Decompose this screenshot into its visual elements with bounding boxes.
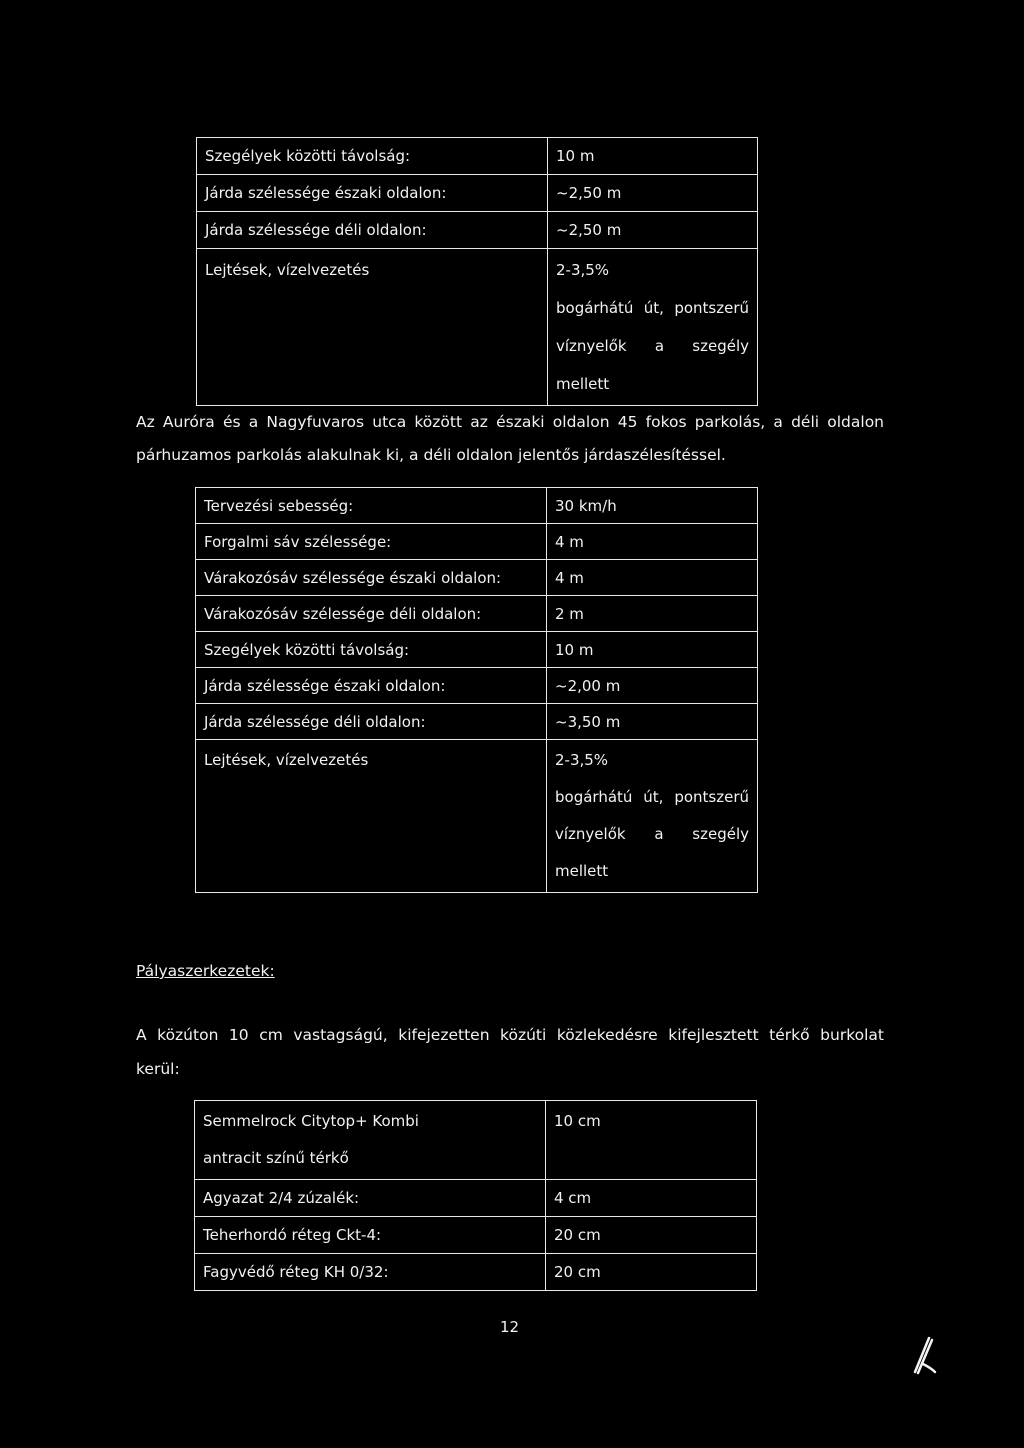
layer-thickness: 10 cm	[554, 1112, 601, 1130]
row-label: Szegélyek közötti távolság:	[197, 138, 548, 175]
table-row	[196, 632, 758, 668]
street-profile-table-2	[195, 487, 758, 893]
drainage-label: Lejtések, vízelvezetés	[205, 261, 370, 279]
table-row	[195, 1180, 757, 1217]
pavement-layers-table	[194, 1100, 757, 1291]
row-label: Teherhordó réteg Ckt-4:	[195, 1217, 546, 1254]
pavement-description-paragraph	[136, 1018, 884, 1086]
row-value: 4 m	[547, 560, 758, 596]
row-value: 10 m	[548, 138, 758, 175]
table-row-drainage	[196, 740, 758, 893]
row-value: 4 m	[547, 524, 758, 560]
slope-value: 2-3,5%	[556, 261, 610, 279]
table-row	[196, 668, 758, 704]
drainage-text: mellett	[556, 375, 610, 393]
signature-icon	[905, 1332, 945, 1380]
drainage-value	[547, 740, 758, 893]
section-heading: Pályaszerkezetek:	[136, 962, 275, 980]
table-row	[196, 560, 758, 596]
row-value	[546, 1101, 757, 1180]
table-row	[196, 488, 758, 524]
table-row	[196, 596, 758, 632]
paragraph-line: kerül:	[136, 1060, 180, 1078]
table-row	[197, 175, 758, 212]
table-row	[197, 138, 758, 175]
page-number: 12	[500, 1318, 520, 1336]
layer-name-line: Semmelrock Citytop+ Kombi	[203, 1112, 419, 1130]
row-label: Járda szélessége déli oldalon:	[197, 212, 548, 249]
row-label: Várakozósáv szélessége északi oldalon:	[196, 560, 547, 596]
row-value: 20 cm	[546, 1217, 757, 1254]
parking-description-paragraph	[136, 406, 884, 472]
drainage-text: mellett	[555, 862, 609, 880]
row-label: Agyazat 2/4 zúzalék:	[195, 1180, 546, 1217]
row-value: 2 m	[547, 596, 758, 632]
table-row	[195, 1101, 757, 1180]
table-row	[195, 1254, 757, 1291]
row-value: 10 m	[547, 632, 758, 668]
layer-name-line: antracit színű térkő	[203, 1149, 349, 1167]
drainage-text: víznyelők a szegély	[555, 825, 749, 843]
table-row	[196, 704, 758, 740]
table-row	[195, 1217, 757, 1254]
row-value: 4 cm	[546, 1180, 757, 1217]
drainage-text: bogárhátú út, pontszerű	[555, 788, 749, 806]
drainage-value	[548, 249, 758, 406]
paragraph-line: A közúton 10 cm vastagságú, kifejezetten közúti közlekedésre kifejlesztett térkő burkolat	[136, 1026, 884, 1044]
row-label: Várakozósáv szélessége déli oldalon:	[196, 596, 547, 632]
row-label: Tervezési sebesség:	[196, 488, 547, 524]
table-row	[197, 212, 758, 249]
row-label	[197, 249, 548, 406]
drainage-text: víznyelők a szegély	[556, 337, 749, 355]
table-row-drainage	[197, 249, 758, 406]
row-value: 30 km/h	[547, 488, 758, 524]
row-label: Szegélyek közötti távolság:	[196, 632, 547, 668]
table-row	[196, 524, 758, 560]
drainage-text: bogárhátú út, pontszerű	[556, 299, 749, 317]
row-value: 20 cm	[546, 1254, 757, 1291]
row-label	[195, 1101, 546, 1180]
row-value: ~2,50 m	[548, 175, 758, 212]
paragraph-line: Az Auróra és a Nagyfuvaros utca között az északi oldalon 45 fokos parkolás, a déli oldalon	[136, 413, 884, 431]
slope-value: 2-3,5%	[555, 751, 609, 769]
row-label: Fagyvédő réteg KH 0/32:	[195, 1254, 546, 1291]
paragraph-line: párhuzamos parkolás alakulnak ki, a déli oldalon jelentős járdaszélesítéssel.	[136, 446, 726, 464]
row-value: ~2,50 m	[548, 212, 758, 249]
row-value: ~2,00 m	[547, 668, 758, 704]
row-label: Forgalmi sáv szélessége:	[196, 524, 547, 560]
row-label: Járda szélessége északi oldalon:	[197, 175, 548, 212]
street-profile-table-1	[196, 137, 758, 406]
drainage-label: Lejtések, vízelvezetés	[204, 751, 369, 769]
row-label: Járda szélessége déli oldalon:	[196, 704, 547, 740]
row-label: Járda szélessége északi oldalon:	[196, 668, 547, 704]
row-value: ~3,50 m	[547, 704, 758, 740]
row-label	[196, 740, 547, 893]
